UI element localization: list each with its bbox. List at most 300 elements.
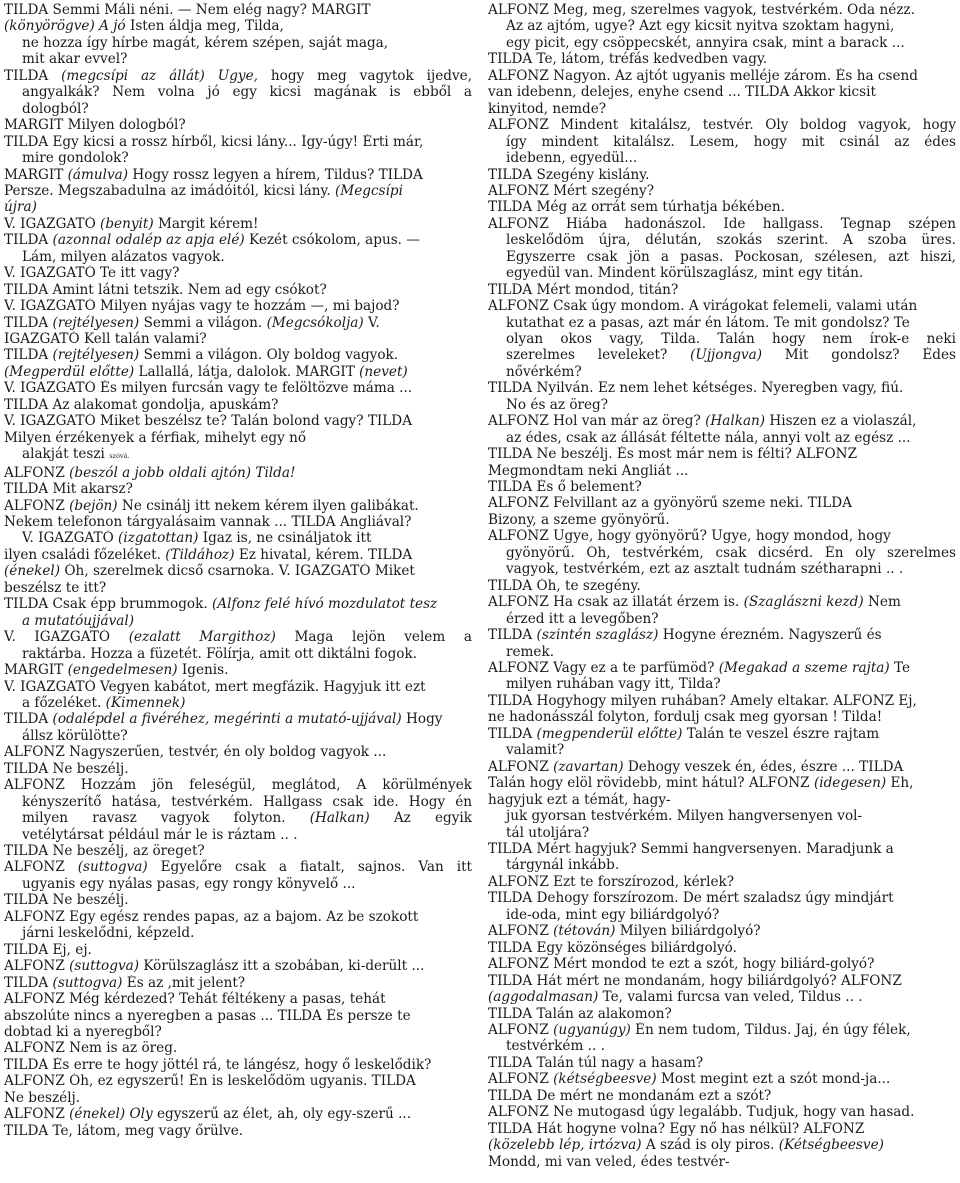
dialogue-text: TILDA Mit akarsz? (4, 481, 133, 498)
stage-direction: (Megperdül előtte) (4, 363, 135, 380)
text-line (488, 479, 956, 495)
text-line (488, 611, 956, 627)
dialogue-text: V. (363, 314, 380, 331)
dialogue-text: egy picit, egy csöppecskét, annyira csak, mint a barack ... (506, 34, 905, 51)
dialogue-text: TILDA Hát hogyne volna? Egy nő has nélkül? ALFONZ (488, 1120, 865, 1137)
dialogue-text: No és az öreg? (506, 396, 609, 413)
stage-direction: (Halkan) (705, 413, 766, 430)
dialogue-text: ALFONZ (4, 497, 70, 514)
dialogue-text: ALFONZ Nagyon. Az ajtót ugyanis melléje zárom. És ha csend (488, 67, 918, 84)
text-line (4, 695, 472, 711)
stage-direction: (odalépdel a fivéréhez, megérinti a mutató-ujjával) (52, 711, 402, 728)
dialogue-text: ALFONZ Mindent kitalálsz, testvér. Oly boldog vagyok, hogy (488, 117, 956, 134)
text-line (4, 347, 472, 363)
dialogue-text: tárgynál inkább. (506, 857, 620, 874)
dialogue-text: idebenn, egyedül... (506, 150, 638, 167)
stage-direction: (megpenderül előtte) (536, 725, 683, 742)
text-line (4, 150, 472, 166)
text-line (4, 35, 472, 51)
dialogue-text: TILDA Ne beszélj. (4, 760, 129, 777)
text-line (488, 35, 956, 51)
text-line (4, 298, 472, 314)
text-line (488, 1154, 956, 1170)
text-line (488, 397, 956, 413)
dialogue-text: ALFONZ (4, 859, 78, 876)
dialogue-text: Ne beszélj. (4, 1089, 81, 1106)
stage-direction: (énekel) Oly (69, 1106, 153, 1123)
stage-direction: (kétségbeesve) (553, 1071, 657, 1088)
dialogue-text: Most megint ezt a szót mond-ja... (656, 1071, 891, 1088)
dialogue-text: dologból? (22, 100, 89, 117)
text-line (488, 1121, 956, 1137)
dialogue-text: Hogy rossz legyen a hírem, Tildus? TILDA (128, 166, 423, 183)
dialogue-text: ALFONZ (488, 758, 554, 775)
text-line (4, 380, 472, 396)
text-line (4, 183, 472, 199)
dialogue-text: remek. (506, 643, 555, 660)
text-line (488, 315, 956, 331)
dialogue-text: TILDA (4, 711, 53, 728)
dialogue-text: járni leskelődni, képzeld. (22, 925, 195, 942)
dialogue-text: TILDA Semmi Máli néni. — Nem elég nagy? MARGIT (4, 2, 371, 18)
text-line (4, 975, 472, 991)
text-line (4, 629, 472, 645)
text-line (488, 51, 956, 67)
dialogue-text: alakját teszi (22, 446, 110, 463)
dialogue-text: TILDA Egy kicsi a rossz hírből, kicsi lány... Így-úgy! Érti már, (4, 133, 424, 150)
text-line (488, 956, 956, 972)
stage-direction: (suttogva) (69, 958, 140, 975)
text-line (488, 742, 956, 758)
text-line (488, 1038, 956, 1054)
dialogue-text: TILDA Óh, te szegény. (488, 577, 641, 594)
dialogue-text: TILDA És erre te hogy jöttél rá, te lángész, hogy ő leskelődik? (4, 1056, 432, 1073)
text-line (488, 907, 956, 923)
text-line (4, 249, 472, 265)
text-line (4, 958, 472, 974)
text-line (4, 1057, 472, 1073)
text-line (4, 892, 472, 908)
dialogue-text: mire gondolok? (22, 150, 129, 167)
dialogue-text: abszolúte nincs a nyeregben a pasas ... TILDA És persze te (4, 1007, 411, 1024)
dialogue-text: ALFONZ (4, 464, 70, 481)
text-line (488, 1088, 956, 1104)
dialogue-text: Mit gondolsz? Édes (762, 347, 956, 364)
text-line (4, 827, 472, 843)
stage-direction: (Kimennek) (105, 694, 186, 711)
text-line (488, 413, 956, 429)
dialogue-text: nővérkém? (506, 363, 582, 380)
text-line (4, 265, 472, 281)
text-line (488, 1137, 956, 1153)
text-line (488, 528, 956, 544)
stage-direction: (zavartan) (553, 758, 624, 775)
stage-direction: (benyit) (100, 215, 154, 232)
stage-direction: (Szaglászni kezd) (743, 594, 864, 611)
dialogue-text: Körülszaglász itt a szobában, ki-derült ... (139, 958, 425, 975)
stage-direction: a mutatóujjával) (22, 612, 135, 629)
dialogue-text: Óh, szerelmek dicső csarnoka. V. IGAZGATÓ Miket (60, 563, 415, 580)
text-line (4, 134, 472, 150)
dialogue-text: Milyen érzékenyek a férfiak, mihelyt egy nő (4, 429, 307, 446)
stage-direction: (tétován) (553, 923, 616, 940)
text-line (488, 759, 956, 775)
dialogue-text: TILDA Amint látni tetszik. Nem ad egy csókot? (4, 281, 327, 298)
text-line (4, 744, 472, 760)
text-line (488, 183, 956, 199)
dialogue-text: Ne csinálj itt nekem kérem ilyen galibákat. (117, 497, 419, 514)
dialogue-text: Kezét csókolom, apus. — (244, 232, 420, 249)
dialogue-text: Én nem tudom, Tildus. Jaj, én úgy félek, (630, 1021, 911, 1038)
dialogue-text: TILDA De mért ne mondanám ezt a szót? (488, 1087, 772, 1104)
right-column (488, 2, 956, 1183)
dialogue-text: ALFONZ (4, 1106, 70, 1123)
text-line (488, 1022, 956, 1038)
dialogue-text: ALFONZ Meg, meg, szerelmes vagyok, testvérkém. Oda nézz. (488, 2, 915, 18)
dialogue-text: Hogyne érezném. Nagyszerű és (658, 627, 882, 644)
dialogue-text: Igenis. (177, 662, 229, 679)
dialogue-text: TILDA Hogyhogy milyen ruhában? Amely eltakar. ALFONZ Ej, (488, 692, 917, 709)
text-line (4, 580, 472, 596)
stage-direction: (Alfonz felé hívó mozdulatot tesz (212, 596, 438, 613)
dialogue-text: ALFONZ Óh, ez egyszerű! Én is leskelődöm ugyanis. TILDA (4, 1073, 416, 1090)
dialogue-text: MARGIT (4, 166, 68, 183)
text-line (488, 199, 956, 215)
dialogue-text: TILDA (4, 232, 53, 249)
text-line (4, 843, 472, 859)
dialogue-text: Az egyik (369, 810, 472, 827)
dialogue-text: Lám, milyen alázatos vagyok. (22, 248, 225, 265)
text-line (4, 199, 472, 215)
text-line (488, 594, 956, 610)
dialogue-text: TILDA Ne beszélj, az öreget? (4, 843, 205, 860)
text-line (488, 68, 956, 84)
dialogue-text: ALFONZ Csak úgy mondom. A virágokat felemeli, valami után (488, 298, 918, 315)
dialogue-text: TILDA Hát mért ne mondanám, hogy biliárdgolyó? ALFONZ (488, 972, 902, 989)
dialogue-text: Nekem telefonon tárgyalásaim vannak ... TILDA Angliával? (4, 514, 412, 531)
dialogue-text: érzed itt a levegőben? (506, 610, 659, 627)
dialogue-text: Az az ajtóm, ugye? Azt egy kicsit nyitva szoktam hagyni, (506, 18, 895, 35)
dialogue-text: Semmi a világon. Oly boldog vagyok. (139, 347, 399, 364)
text-line (488, 331, 956, 347)
text-line (488, 117, 956, 133)
dialogue-text: raktárba. Hozza a füzetét. Fölírja, amit ott diktálni fogok. (22, 645, 418, 662)
dialogue-text: dobtad ki a nyeregből? (4, 1023, 162, 1040)
text-line (4, 942, 472, 958)
text-line (4, 1106, 472, 1122)
dialogue-text: az édes, csak az állását féltette nála, annyi volt az egész ... (506, 429, 911, 446)
dialogue-text: TILDA (4, 67, 62, 84)
dialogue-text: És az ,mit jelent? (122, 974, 246, 991)
text-line (488, 923, 956, 939)
dialogue-text: V. IGAZGATÓ És milyen furcsán vagy te felöltözve máma ... (4, 380, 413, 397)
dialogue-text: juk gyorsan testvérkém. Milyen hangversenyen vol- (506, 808, 863, 825)
text-line (4, 446, 472, 464)
stage-direction: (közelebb lép, irtózva) (488, 1137, 642, 1154)
dialogue-text: Margit kérem! (153, 215, 259, 232)
dialogue-text: van idebenn, delejes, enyhe csend ... TILDA Akkor kicsit (488, 84, 876, 101)
text-line (4, 547, 472, 563)
dialogue-text: kutathat ez a pasas, azt már én látom. Te mit gondolsz? Te (506, 314, 910, 331)
text-line (488, 989, 956, 1005)
dialogue-text: TILDA Mért hagyjuk? Semmi hangversenyen. Maradjunk a (488, 840, 894, 857)
dialogue-text: Mondd, mi van veled, édes testvér- (488, 1153, 730, 1170)
text-line (488, 1104, 956, 1120)
dialogue-text: gyönyörű. Óh, testvérkém, csak dicsérd. Én oly szerelmes (506, 544, 956, 561)
dialogue-text: ne hozza így hírbe magát, kérem szépen, saját maga, (22, 34, 389, 51)
text-line (488, 347, 956, 363)
dialogue-text: kényszerítő hatása, testvérkém. Hallgass csak ide. Hogy én (22, 793, 472, 810)
dialogue-text: Maga lejön velem a (275, 629, 472, 646)
text-line (488, 232, 956, 248)
dialogue-text: Persze. Megszabadulna az imádóitól, kicsi lány. (4, 182, 335, 199)
stage-direction: (engedelmesen) (67, 662, 178, 679)
dialogue-text: Eh, (886, 775, 914, 792)
dialogue-text: ALFONZ Hiába hadonászol. Ide hallgass. Tegnap szépen (488, 215, 956, 232)
text-line (488, 578, 956, 594)
dialogue-text: egyedül van. Mindent körülszaglász, mint egy titán. (506, 265, 864, 282)
dialogue-text: Semmi a világon. (139, 314, 267, 331)
stage-direction: (könyörögve) A jó (4, 18, 126, 35)
text-line (4, 397, 472, 413)
dialogue-text: vagyok, testvérkém, ezt az asztalt tudnám szétharapni .. . (506, 561, 904, 578)
text-line (4, 876, 472, 892)
text-line (488, 265, 956, 281)
dialogue-text: ALFONZ Egy egész rendes papas, az a bajom. Az be szokott (4, 908, 419, 925)
text-line (488, 430, 956, 446)
text-line (488, 134, 956, 150)
text-line (4, 991, 472, 1007)
dialogue-text: V. IGAZGATÓ Miket beszélsz te? Talán bolond vagy? TILDA (4, 413, 413, 430)
text-line (488, 364, 956, 380)
stage-direction: (Megakad a szeme rajta) (718, 660, 890, 676)
text-line (4, 282, 472, 298)
text-line (488, 792, 956, 808)
text-line (4, 530, 472, 546)
dialogue-text: V. IGAZGATÓ (4, 629, 129, 646)
stage-direction: (Megcsípi (334, 182, 403, 199)
dialogue-text: TILDA (4, 974, 53, 991)
stage-direction: (szintén szaglász) (536, 627, 659, 644)
text-line (488, 825, 956, 841)
dialogue-text: leskelődöm újra, délután, szokás szerint. A szoba üres. (506, 232, 956, 249)
dialogue-text: TILDA Az alakomat gondolja, apuskám? (4, 396, 279, 413)
dialogue-text: Hogy (401, 711, 443, 728)
text-line (488, 841, 956, 857)
text-line (4, 216, 472, 232)
dialogue-text: állsz körülötte? (22, 727, 128, 744)
text-line (488, 249, 956, 265)
text-line (488, 1071, 956, 1087)
text-line (488, 463, 956, 479)
dialogue-text: szerelmes leveleket? (506, 347, 691, 364)
text-line (4, 1040, 472, 1056)
text-line (488, 380, 956, 396)
dialogue-text: ne hadonásszál folyton, fordulj csak meg gyorsan ! Tilda! (488, 709, 883, 726)
dialogue-text: V. IGAZGATÓ Te itt vagy? (4, 265, 180, 282)
text-line (4, 679, 472, 695)
text-line (4, 909, 472, 925)
dialogue-text: ALFONZ (4, 958, 70, 975)
text-line (4, 364, 472, 380)
dialogue-text: TILDA Csak épp brummogok. (4, 596, 212, 613)
dialogue-text: ALFONZ Nem is az öreg. (4, 1040, 178, 1057)
stage-direction: (ámulva) (67, 166, 129, 183)
text-line (4, 68, 472, 84)
text-line (4, 430, 472, 446)
text-line (488, 1006, 956, 1022)
text-line (488, 446, 956, 462)
stage-direction: (Tildához) (165, 546, 235, 563)
text-line (488, 940, 956, 956)
stage-direction: (megcsípi az állát) Ugye, (61, 67, 258, 84)
dialogue-text: V. IGAZGATÓ Milyen nyájas vagy te hozzám —, mi bajod? (4, 298, 400, 315)
stage-direction: (beszól a jobb oldali ajtón) Tilda! (69, 464, 296, 481)
dialogue-text: TILDA Te, látom, meg vagy őrülve. (4, 1122, 244, 1139)
text-line (488, 167, 956, 183)
dialogue-text: beszélsz te itt? (4, 579, 107, 596)
text-line (4, 810, 472, 826)
text-line (488, 973, 956, 989)
dialogue-text: hogy meg vagytok ijedve, (257, 67, 472, 84)
text-line (488, 561, 956, 577)
dialogue-text: Te, valami furcsa van veled, Tildus .. . (598, 989, 863, 1006)
dialogue-text: TILDA Dehogy forszírozom. De mért szaladsz úgy mindjárt (488, 890, 894, 907)
dialogue-text: Bizony, a szeme gyönyörű. (488, 511, 670, 528)
stage-direction: (rejtélyesen) (52, 347, 140, 364)
dialogue-text: Igaz is, ne csináljatok itt (198, 530, 372, 547)
text-line (4, 315, 472, 331)
dialogue-text: ALFONZ (488, 1021, 554, 1038)
dialogue-text: TILDA Talán túl nagy a hasam? (488, 1054, 704, 1071)
dialogue-text: ugyanis egy nyálas pasas, egy rongy könyvelő ... (22, 875, 356, 892)
dialogue-text: TILDA Ej, ej. (4, 941, 92, 958)
stage-direction: (idegesen) (813, 775, 887, 792)
text-line (488, 512, 956, 528)
text-line (488, 775, 956, 791)
text-line (4, 481, 472, 497)
left-column (4, 2, 472, 1183)
dialogue-text: egyszerű az élet, ah, oly egy-szerű ... (152, 1106, 412, 1123)
dialogue-text: MARGIT Milyen dologból? (4, 117, 186, 134)
dialogue-text: V. IGAZGATÓ (4, 215, 101, 232)
text-line (4, 465, 472, 481)
text-line (488, 282, 956, 298)
dialogue-text: angyalkák? Nem volna jó egy kicsi magának is ebből a (22, 84, 472, 101)
text-line (4, 514, 472, 530)
dialogue-text: MARGIT (4, 662, 68, 679)
dialogue-text: Lallallá, látja, dalolok. MARGIT (134, 363, 360, 380)
dialogue-text: ALFONZ Mért szegény? (488, 182, 654, 199)
dialogue-text: milyen ravasz vagyok folyton. (22, 810, 310, 827)
dialogue-text: Megmondtam neki Angliát ... (488, 462, 689, 479)
stage-direction: (suttogva) (77, 859, 148, 876)
text-line (488, 545, 956, 561)
dialogue-text: Ez hivatal, kérem. TILDA (234, 546, 413, 563)
text-line (488, 2, 956, 18)
dialogue-text: ALFONZ Hol van már az öreg? (488, 413, 706, 430)
stage-direction: (aggodalmasan) (488, 989, 599, 1006)
text-line (4, 1123, 472, 1139)
text-line (4, 728, 472, 744)
stage-direction: (suttogva) (52, 974, 123, 991)
dialogue-text: Egyelőre csak a fiatalt, sajnos. Van itt (147, 859, 472, 876)
text-line (4, 167, 472, 183)
text-line (488, 874, 956, 890)
text-line (488, 84, 956, 100)
dialogue-text: vetélytársat például már le is ráztam .. . (22, 826, 298, 843)
text-line (4, 2, 472, 18)
dialogue-text: TILDA (4, 347, 53, 364)
text-line (4, 859, 472, 875)
text-line (488, 660, 956, 676)
text-line (488, 150, 956, 166)
dialogue-text: így mindent kitalálsz. Lesem, hogy mit csinál az édes (506, 133, 956, 150)
dialogue-text: szóvá. (109, 452, 130, 461)
dialogue-text: milyen ruhában vagy itt, Tilda? (506, 676, 721, 693)
text-line (4, 1090, 472, 1106)
dialogue-text: tál utoljára? (506, 824, 590, 841)
stage-direction: (azonnal odalép az apja elé) (52, 232, 245, 249)
text-line (4, 232, 472, 248)
text-line (488, 890, 956, 906)
dialogue-text: Isten áldja meg, Tilda, (125, 18, 284, 35)
stage-direction: (bejön) (69, 497, 118, 514)
text-line (4, 1073, 472, 1089)
dialogue-text: ALFONZ Ezt te forszírozod, kérlek? (488, 873, 735, 890)
dialogue-text: TILDA Egy közönséges biliárdgolyó. (488, 939, 737, 956)
text-line (4, 117, 472, 133)
dialogue-text: ALFONZ Ne mutogasd úgy legalább. Tudjuk, hogy van hasad. (488, 1104, 915, 1121)
text-line (4, 777, 472, 793)
text-line (4, 662, 472, 678)
text-line (4, 84, 472, 100)
text-line (4, 711, 472, 727)
text-line (488, 627, 956, 643)
dialogue-text: olyan okos vagy, Tilda. Talán hogy nem írok-e neki (506, 330, 956, 347)
stage-direction: (énekel) (4, 563, 61, 580)
text-line (4, 18, 472, 34)
text-line (488, 216, 956, 232)
dialogue-text: TILDA (488, 725, 537, 742)
dialogue-text: A szád is oly piros. (641, 1137, 779, 1154)
text-line (4, 413, 472, 429)
dialogue-text: ALFONZ Még kérdezed? Tehát féltékeny a pasas, tehát (4, 991, 386, 1008)
text-line (488, 676, 956, 692)
text-line (488, 495, 956, 511)
dialogue-text: valamit? (506, 742, 565, 759)
dialogue-text: TILDA Szegény kislány. (488, 166, 650, 183)
text-line (488, 298, 956, 314)
dialogue-text: TILDA Talán az alakomon? (488, 1005, 672, 1022)
stage-direction: (izgatottan) (118, 530, 199, 547)
text-line (4, 794, 472, 810)
text-line (4, 761, 472, 777)
stage-direction: (ezalatt Margithoz) (128, 629, 276, 646)
text-line (4, 596, 472, 612)
text-line (488, 644, 956, 660)
dialogue-text: Dehogy veszek én, édes, észre ... TILDA (623, 758, 904, 775)
dialogue-text: mit akar evvel? (22, 51, 128, 68)
dialogue-text: ALFONZ Ugye, hogy gyönyörű? Ugye, hogy mondod, hogy (488, 528, 891, 545)
dialogue-text: ALFONZ Vagy ez a te parfümöd? (488, 660, 719, 676)
dialogue-text: kinyitod, nemde? (488, 100, 607, 117)
text-line (488, 857, 956, 873)
dialogue-text: ALFONZ (488, 923, 554, 940)
text-line (4, 925, 472, 941)
stage-direction: (Halkan) (309, 810, 370, 827)
dialogue-text: testvérkém .. . (506, 1038, 605, 1055)
